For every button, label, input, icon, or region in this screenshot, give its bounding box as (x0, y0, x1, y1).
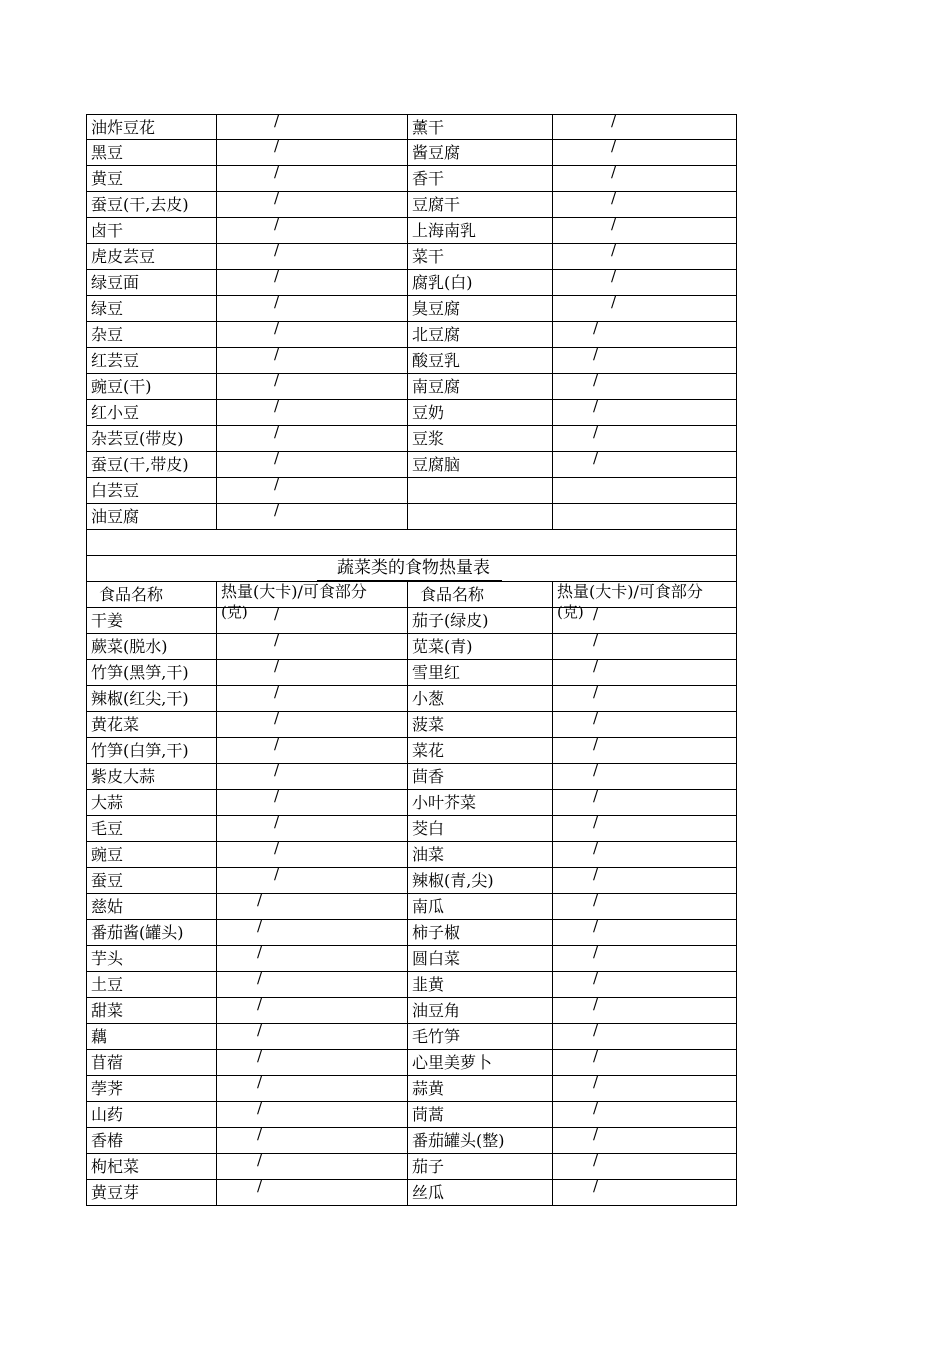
calorie-left (217, 423, 408, 451)
slash-mark: / (593, 371, 599, 389)
food-name-right: 蒜黄 (408, 1076, 553, 1101)
food-name-right: 茴香 (408, 764, 553, 789)
slash-mark: / (593, 1099, 599, 1117)
table-row (86, 267, 737, 296)
slash-mark: / (593, 1073, 599, 1091)
table-row (86, 605, 737, 634)
table-row (86, 1047, 737, 1076)
calorie-right (553, 839, 737, 867)
food-name-left: 甜菜 (87, 998, 217, 1023)
slash-mark: / (611, 215, 617, 233)
calorie-right (553, 735, 737, 763)
slash-mark: / (593, 787, 599, 805)
calorie-left (217, 657, 408, 685)
calorie-left (217, 735, 408, 763)
slash-mark: / (274, 683, 280, 701)
slash-mark: / (274, 475, 280, 493)
table-row (86, 137, 737, 166)
slash-mark: / (593, 735, 599, 753)
food-name-left: 苜蓿 (87, 1050, 217, 1075)
calorie-left (217, 631, 408, 659)
table-row (86, 839, 737, 868)
table-row (86, 631, 737, 660)
calorie-right (553, 1047, 737, 1075)
food-name-left: 油豆腐 (87, 504, 217, 529)
slash-mark: / (274, 267, 280, 285)
food-name-right: 南瓜 (408, 894, 553, 919)
calorie-left (217, 189, 408, 217)
header-name-right: 食品名称 (408, 582, 553, 607)
calorie-right (553, 891, 737, 919)
table-row (86, 371, 737, 400)
calorie-left (217, 1099, 408, 1127)
food-name-right: 豆浆 (408, 426, 553, 451)
food-name-right: 香干 (408, 166, 553, 191)
calorie-left (217, 865, 408, 893)
slash-mark: / (257, 1151, 263, 1169)
slash-mark: / (593, 813, 599, 831)
food-name-left: 山药 (87, 1102, 217, 1127)
table-row (86, 683, 737, 712)
table-row (86, 657, 737, 686)
calorie-left (217, 319, 408, 347)
calorie-left (217, 787, 408, 815)
calorie-right (553, 397, 737, 425)
slash-mark: / (274, 865, 280, 883)
food-name-right: 韭黄 (408, 972, 553, 997)
header-calorie-right (553, 582, 737, 621)
slash-mark: / (611, 137, 617, 155)
slash-mark: / (611, 189, 617, 207)
slash-mark: / (274, 423, 280, 441)
food-name-right: 辣椒(青,尖) (408, 868, 553, 893)
food-name-left: 黄花菜 (87, 712, 217, 737)
food-name-left: 紫皮大蒜 (87, 764, 217, 789)
food-name-right: 薰干 (408, 115, 553, 140)
calorie-right (553, 969, 737, 997)
slash-mark: / (274, 293, 280, 311)
food-name-left: 豌豆(干) (87, 374, 217, 399)
slash-mark: / (274, 813, 280, 831)
slash-mark: / (611, 241, 617, 259)
table-row (86, 761, 737, 790)
calorie-left (217, 1125, 408, 1153)
slash-mark: / (611, 267, 617, 285)
food-name-left: 番茄酱(罐头) (87, 920, 217, 945)
header-calorie-label: 热量(大卡)/可食部分 (557, 582, 703, 601)
table-row (86, 943, 737, 972)
food-name-left: 蚕豆(干,带皮) (87, 452, 217, 477)
calorie-left (217, 449, 408, 477)
slash-mark: / (274, 345, 280, 363)
slash-mark: / (257, 1021, 263, 1039)
slash-mark: / (593, 1177, 599, 1195)
food-name-right: 臭豆腐 (408, 296, 553, 321)
calorie-left (217, 163, 408, 191)
slash-mark: / (257, 995, 263, 1013)
food-name-right: 上海南乳 (408, 218, 553, 243)
slash-mark: / (611, 112, 617, 130)
calorie-right (553, 605, 737, 633)
food-name-left: 黄豆 (87, 166, 217, 191)
food-calorie-sheet (86, 114, 737, 1206)
calorie-right (553, 709, 737, 737)
table-row (86, 969, 737, 998)
food-name-left: 油炸豆花 (87, 115, 217, 140)
table-row (86, 735, 737, 764)
calorie-left (217, 1177, 408, 1205)
calorie-left (217, 605, 408, 633)
calorie-right (553, 1177, 737, 1205)
food-name-left: 荸荠 (87, 1076, 217, 1101)
calorie-right (553, 163, 737, 191)
calorie-left (217, 1073, 408, 1101)
table-row (86, 917, 737, 946)
food-name-left: 杂豆 (87, 322, 217, 347)
slash-mark: / (593, 891, 599, 909)
header-calorie-unit: (克) (557, 603, 584, 621)
calorie-left (217, 267, 408, 295)
table-row (86, 1099, 737, 1128)
calorie-right (553, 319, 737, 347)
spacer-row (86, 530, 737, 556)
veg-table-title: 蔬菜类的食物热量表 (317, 556, 502, 581)
calorie-left (217, 683, 408, 711)
calorie-right (553, 293, 737, 321)
header-calorie-left (217, 582, 408, 621)
food-name-right: 丝瓜 (408, 1180, 553, 1205)
table-row (86, 865, 737, 894)
food-name-right: 茄子(绿皮) (408, 608, 553, 633)
slash-mark: / (274, 112, 280, 130)
veg-table (86, 605, 737, 1206)
food-name-right: 豆腐脑 (408, 452, 553, 477)
calorie-left (217, 501, 408, 529)
slash-mark: / (593, 605, 599, 623)
food-name-right: 茄子 (408, 1154, 553, 1179)
slash-mark: / (611, 293, 617, 311)
calorie-right (553, 478, 737, 503)
food-name-left: 蚕豆(干,去皮) (87, 192, 217, 217)
food-name-left: 辣椒(红尖,干) (87, 686, 217, 711)
slash-mark: / (593, 1151, 599, 1169)
food-name-left: 藕 (87, 1024, 217, 1049)
food-name-right: 酸豆乳 (408, 348, 553, 373)
calorie-right (553, 865, 737, 893)
table-row (86, 787, 737, 816)
food-name-right: 茭白 (408, 816, 553, 841)
calorie-right (553, 1151, 737, 1179)
slash-mark: / (274, 449, 280, 467)
calorie-right (553, 215, 737, 243)
slash-mark: / (274, 241, 280, 259)
table-row (86, 293, 737, 322)
table-row (86, 1125, 737, 1154)
food-name-right: 心里美萝卜 (408, 1050, 553, 1075)
calorie-right (553, 943, 737, 971)
calorie-right (553, 1021, 737, 1049)
slash-mark: / (593, 345, 599, 363)
food-name-right: 小叶芥菜 (408, 790, 553, 815)
calorie-left (217, 345, 408, 373)
food-name-right: 北豆腐 (408, 322, 553, 347)
slash-mark: / (257, 1125, 263, 1143)
slash-mark: / (593, 319, 599, 337)
calorie-right (553, 345, 737, 373)
slash-mark: / (274, 501, 280, 519)
calorie-right (553, 504, 737, 529)
slash-mark: / (593, 631, 599, 649)
slash-mark: / (611, 163, 617, 181)
food-name-left: 芋头 (87, 946, 217, 971)
slash-mark: / (593, 449, 599, 467)
calorie-left (217, 813, 408, 841)
calorie-right (553, 189, 737, 217)
calorie-left (217, 995, 408, 1023)
slash-mark: / (593, 397, 599, 415)
food-name-right: 南豆腐 (408, 374, 553, 399)
calorie-right (553, 917, 737, 945)
slash-mark: / (593, 865, 599, 883)
food-name-left: 杂芸豆(带皮) (87, 426, 217, 451)
table-row (86, 891, 737, 920)
calorie-right (553, 1099, 737, 1127)
slash-mark: / (274, 761, 280, 779)
slash-mark: / (593, 657, 599, 675)
food-name-right: 酱豆腐 (408, 140, 553, 165)
table-row (86, 319, 737, 348)
calorie-left (217, 1151, 408, 1179)
food-name-right: 小葱 (408, 686, 553, 711)
slash-mark: / (274, 137, 280, 155)
calorie-left (217, 943, 408, 971)
food-name-right: 柿子椒 (408, 920, 553, 945)
table-row (86, 813, 737, 842)
calorie-left (217, 112, 408, 140)
table-row (86, 397, 737, 426)
table-row (86, 423, 737, 452)
food-name-right: 油菜 (408, 842, 553, 867)
slash-mark: / (274, 631, 280, 649)
table-row (86, 1073, 737, 1102)
slash-mark: / (593, 969, 599, 987)
food-name-left: 绿豆面 (87, 270, 217, 295)
slash-mark: / (274, 215, 280, 233)
slash-mark: / (257, 1073, 263, 1091)
slash-mark: / (593, 943, 599, 961)
slash-mark: / (274, 371, 280, 389)
table-row (86, 241, 737, 270)
slash-mark: / (274, 709, 280, 727)
food-name-right (408, 478, 553, 503)
calorie-left (217, 891, 408, 919)
food-name-right: 腐乳(白) (408, 270, 553, 295)
food-name-right: 苋菜(青) (408, 634, 553, 659)
food-name-right: 番茄罐头(整) (408, 1128, 553, 1153)
table-row (86, 475, 737, 504)
table-row (86, 189, 737, 218)
calorie-left (217, 761, 408, 789)
table-row (86, 1021, 737, 1050)
slash-mark: / (593, 1125, 599, 1143)
calorie-left (217, 215, 408, 243)
food-name-right: 菠菜 (408, 712, 553, 737)
food-name-left: 黑豆 (87, 140, 217, 165)
slash-mark: / (593, 1047, 599, 1065)
food-name-right: 茼蒿 (408, 1102, 553, 1127)
slash-mark: / (593, 423, 599, 441)
food-name-left: 绿豆 (87, 296, 217, 321)
calorie-left (217, 475, 408, 503)
food-name-left: 红小豆 (87, 400, 217, 425)
table-row (86, 995, 737, 1024)
slash-mark: / (274, 735, 280, 753)
calorie-right (553, 241, 737, 269)
calorie-left (217, 709, 408, 737)
slash-mark: / (257, 917, 263, 935)
food-name-left: 干姜 (87, 608, 217, 633)
food-name-left: 枸杞菜 (87, 1154, 217, 1179)
food-name-left: 豌豆 (87, 842, 217, 867)
calorie-left (217, 839, 408, 867)
food-name-left: 卤干 (87, 218, 217, 243)
calorie-right (553, 371, 737, 399)
food-name-right: 豆腐干 (408, 192, 553, 217)
calorie-right (553, 449, 737, 477)
food-name-left: 竹笋(黑笋,干) (87, 660, 217, 685)
food-name-left: 蕨菜(脱水) (87, 634, 217, 659)
calorie-left (217, 969, 408, 997)
slash-mark: / (274, 189, 280, 207)
food-name-right: 菜花 (408, 738, 553, 763)
slash-mark: / (593, 839, 599, 857)
slash-mark: / (257, 891, 263, 909)
table-row (86, 163, 737, 192)
veg-title-row (86, 556, 737, 582)
slash-mark: / (274, 605, 280, 623)
calorie-left (217, 397, 408, 425)
header-calorie-unit: (克) (221, 603, 248, 621)
header-calorie-label: 热量(大卡)/可食部分 (221, 582, 367, 601)
calorie-right (553, 631, 737, 659)
slash-mark: / (257, 943, 263, 961)
slash-mark: / (274, 657, 280, 675)
slash-mark: / (593, 995, 599, 1013)
calorie-left (217, 917, 408, 945)
slash-mark: / (593, 917, 599, 935)
calorie-right (553, 137, 737, 165)
slash-mark: / (593, 1021, 599, 1039)
food-name-right: 雪里红 (408, 660, 553, 685)
food-name-left: 竹笋(白笋,干) (87, 738, 217, 763)
slash-mark: / (593, 709, 599, 727)
header-name-left: 食品名称 (87, 582, 217, 607)
slash-mark: / (593, 683, 599, 701)
calorie-right (553, 683, 737, 711)
calorie-left (217, 1047, 408, 1075)
slash-mark: / (593, 761, 599, 779)
table-row (86, 1177, 737, 1206)
slash-mark: / (274, 319, 280, 337)
table-row (86, 449, 737, 478)
slash-mark: / (274, 163, 280, 181)
slash-mark: / (257, 1047, 263, 1065)
table-row (86, 709, 737, 738)
calorie-left (217, 137, 408, 165)
beans-table (86, 114, 737, 530)
slash-mark: / (274, 397, 280, 415)
food-name-left: 毛豆 (87, 816, 217, 841)
calorie-right (553, 657, 737, 685)
food-name-left: 虎皮芸豆 (87, 244, 217, 269)
calorie-right (553, 787, 737, 815)
slash-mark: / (257, 1099, 263, 1117)
food-name-right: 菜干 (408, 244, 553, 269)
food-name-left: 大蒜 (87, 790, 217, 815)
slash-mark: / (257, 969, 263, 987)
calorie-right (553, 761, 737, 789)
table-row (86, 215, 737, 244)
calorie-right (553, 1125, 737, 1153)
calorie-right (553, 813, 737, 841)
calorie-left (217, 293, 408, 321)
food-name-left: 白芸豆 (87, 478, 217, 503)
food-name-left: 慈姑 (87, 894, 217, 919)
calorie-right (553, 1073, 737, 1101)
calorie-left (217, 1021, 408, 1049)
table-row (86, 501, 737, 530)
food-name-right (408, 504, 553, 529)
table-row (86, 114, 737, 140)
calorie-left (217, 241, 408, 269)
slash-mark: / (257, 1177, 263, 1195)
food-name-right: 毛竹笋 (408, 1024, 553, 1049)
food-name-right: 豆奶 (408, 400, 553, 425)
calorie-right (553, 267, 737, 295)
slash-mark: / (274, 839, 280, 857)
table-row (86, 1151, 737, 1180)
calorie-right (553, 423, 737, 451)
food-name-left: 香椿 (87, 1128, 217, 1153)
calorie-right (553, 112, 737, 140)
food-name-right: 圆白菜 (408, 946, 553, 971)
calorie-left (217, 371, 408, 399)
food-name-left: 黄豆芽 (87, 1180, 217, 1205)
food-name-left: 蚕豆 (87, 868, 217, 893)
food-name-left: 土豆 (87, 972, 217, 997)
food-name-left: 红芸豆 (87, 348, 217, 373)
calorie-right (553, 995, 737, 1023)
slash-mark: / (274, 787, 280, 805)
table-row (86, 345, 737, 374)
food-name-right: 油豆角 (408, 998, 553, 1023)
